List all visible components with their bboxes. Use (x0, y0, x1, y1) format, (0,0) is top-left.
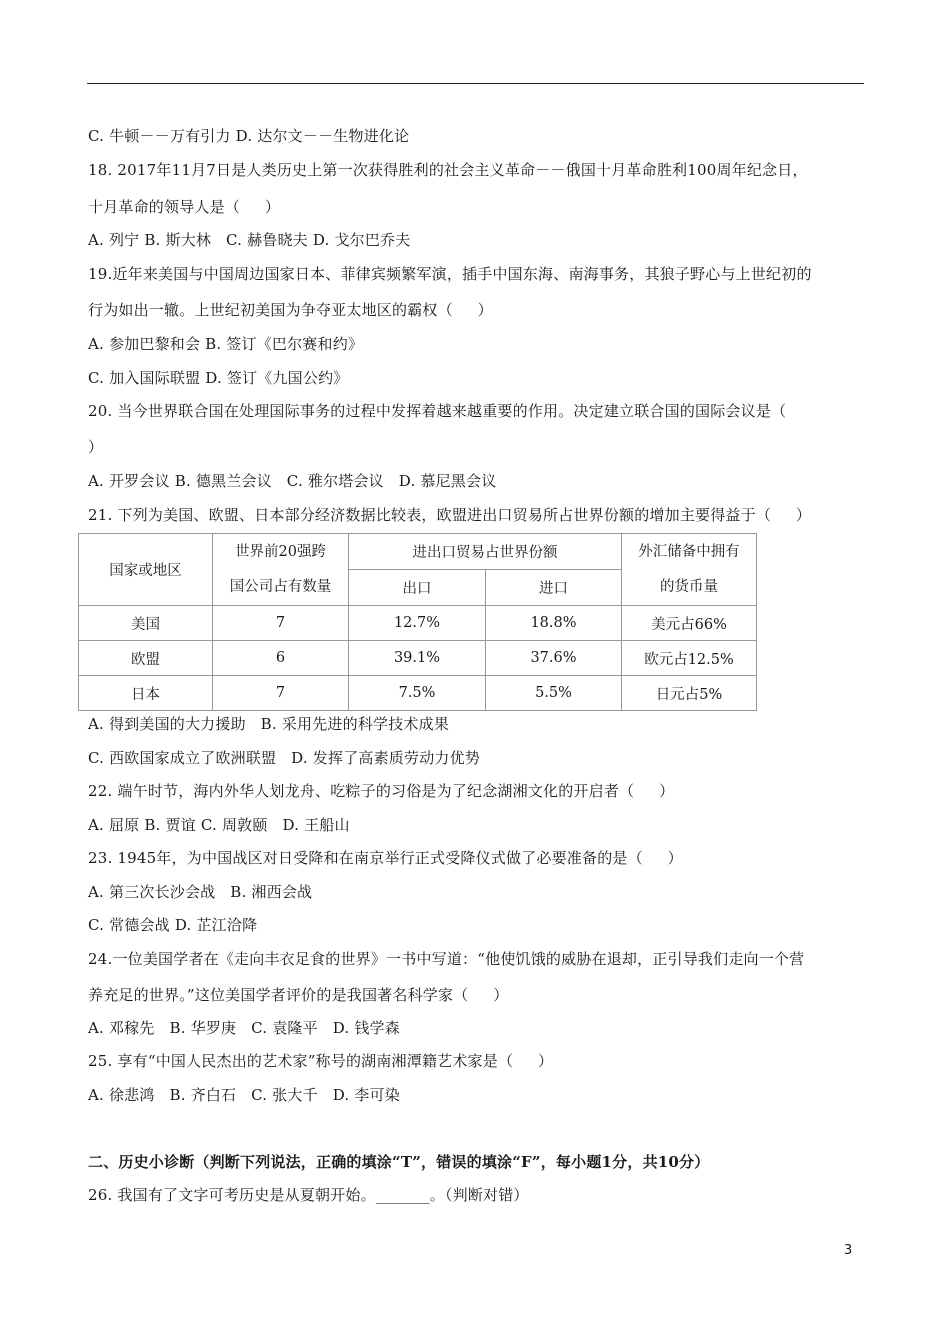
question-18-line1: 18. 2017年11月7日是人类历史上第一次获得胜利的社会主义革命－－俄国十月革命胜利100周年纪念日， (88, 161, 808, 179)
table-cell-region: 日本 (79, 676, 213, 711)
table-cell-region: 欧盟 (79, 641, 213, 676)
question-19-options-ab: A. 参加巴黎和会 B. 签订《巴尔赛和约》 (88, 335, 364, 353)
question-26-line1: 26. 我国有了文字可考历史是从夏朝开始。_______。（判断对错） (88, 1186, 529, 1204)
table-header-region: 国家或地区 (79, 534, 213, 606)
question-18-options: A. 列宁 B. 斯大林 C. 赫鲁晓夫 D. 戈尔巴乔夫 (88, 231, 411, 249)
table-cell-count: 7 (213, 676, 349, 711)
table-cell-count: 6 (213, 641, 349, 676)
table-header-trade-share: 进出口贸易占世界份额 (349, 534, 622, 570)
table-header-reserve-currency: 外汇储备中拥有 的货币量 (622, 534, 757, 606)
question-24-line1: 24.一位美国学者在《走向丰衣足食的世界》一书中写道：“他使饥饿的威胁在退却，正引导我们走向一个营 (88, 950, 805, 968)
table-row (79, 641, 757, 676)
question-22-options: A. 屈原 B. 贾谊 C. 周敦颐 D. 王船山 (88, 816, 350, 834)
header-rule (87, 83, 864, 84)
economic-data-table (78, 533, 757, 711)
table-cell-export: 12.7% (349, 606, 486, 641)
question-20-options: A. 开罗会议 B. 德黑兰会议 C. 雅尔塔会议 D. 慕尼黑会议 (88, 472, 497, 490)
section-2-heading: 二、历史小诊断（判断下列说法，正确的填涂“T”，错误的填涂“F”，每小题1分，共10分） (88, 1153, 710, 1171)
question-23-options-cd: C. 常德会战 D. 芷江洽降 (88, 916, 258, 934)
table-cell-import: 18.8% (486, 606, 622, 641)
question-22-line1: 22. 端午时节，海内外华人划龙舟、吃粽子的习俗是为了纪念湖湘文化的开启者（ ） (88, 782, 675, 800)
question-24-line2: 养充足的世界。”这位美国学者评价的是我国著名科学家（ ） (88, 986, 509, 1004)
table-cell-import: 5.5% (486, 676, 622, 711)
table-cell-region: 美国 (79, 606, 213, 641)
table-cell-export: 7.5% (349, 676, 486, 711)
question-21-options-ab: A. 得到美国的大力援助 B. 采用先进的科学技术成果 (88, 715, 450, 733)
table-cell-currency: 欧元占12.5% (622, 641, 757, 676)
question-23-line1: 23. 1945年，为中国战区对日受降和在南京举行正式受降仪式做了必要准备的是（ ） (88, 849, 683, 867)
table-cell-currency: 美元占66% (622, 606, 757, 641)
question-21-line1: 21. 下列为美国、欧盟、日本部分经济数据比较表，欧盟进出口贸易所占世界份额的增加主要得益于（ ） (88, 506, 812, 524)
table-cell-import: 37.6% (486, 641, 622, 676)
table-cell-currency: 日元占5% (622, 676, 757, 711)
question-24-options: A. 邓稼先 B. 华罗庚 C. 袁隆平 D. 钱学森 (88, 1019, 400, 1037)
table-header-export: 出口 (349, 570, 486, 606)
page-number: 3 (844, 1243, 853, 1258)
question-21-options-cd: C. 西欧国家成立了欧洲联盟 D. 发挥了高素质劳动力优势 (88, 749, 481, 767)
question-19-line1: 19.近年来美国与中国周边国家日本、菲律宾频繁军演，插手中国东海、南海事务，其狼子野心与上世纪初的 (88, 265, 812, 283)
table-cell-count: 7 (213, 606, 349, 641)
table-header-company-count: 世界前20强跨 国公司占有数量 (213, 534, 349, 606)
question-25-options: A. 徐悲鸿 B. 齐白石 C. 张大千 D. 李可染 (88, 1086, 400, 1104)
table-header-import: 进口 (486, 570, 622, 606)
question-19-line2: 行为如出一辙。上世纪初美国为争夺亚太地区的霸权（ ） (88, 301, 493, 319)
question-18-line2: 十月革命的领导人是（ ） (88, 198, 281, 216)
option-line-q17-cd: C. 牛顿－－万有引力 D. 达尔文－－生物进化论 (88, 127, 410, 145)
table-cell-export: 39.1% (349, 641, 486, 676)
question-19-options-cd: C. 加入国际联盟 D. 签订《九国公约》 (88, 369, 349, 387)
question-20-line2: ） (88, 438, 104, 456)
question-20-line1: 20. 当今世界联合国在处理国际事务的过程中发挥着越来越重要的作用。决定建立联合国的国际会议是（ (88, 402, 787, 420)
table-row (79, 606, 757, 641)
question-25-line1: 25. 享有“中国人民杰出的艺术家”称号的湖南湘潭籍艺术家是（ ） (88, 1052, 554, 1070)
question-23-options-ab: A. 第三次长沙会战 B. 湘西会战 (88, 883, 313, 901)
table-row (79, 676, 757, 711)
